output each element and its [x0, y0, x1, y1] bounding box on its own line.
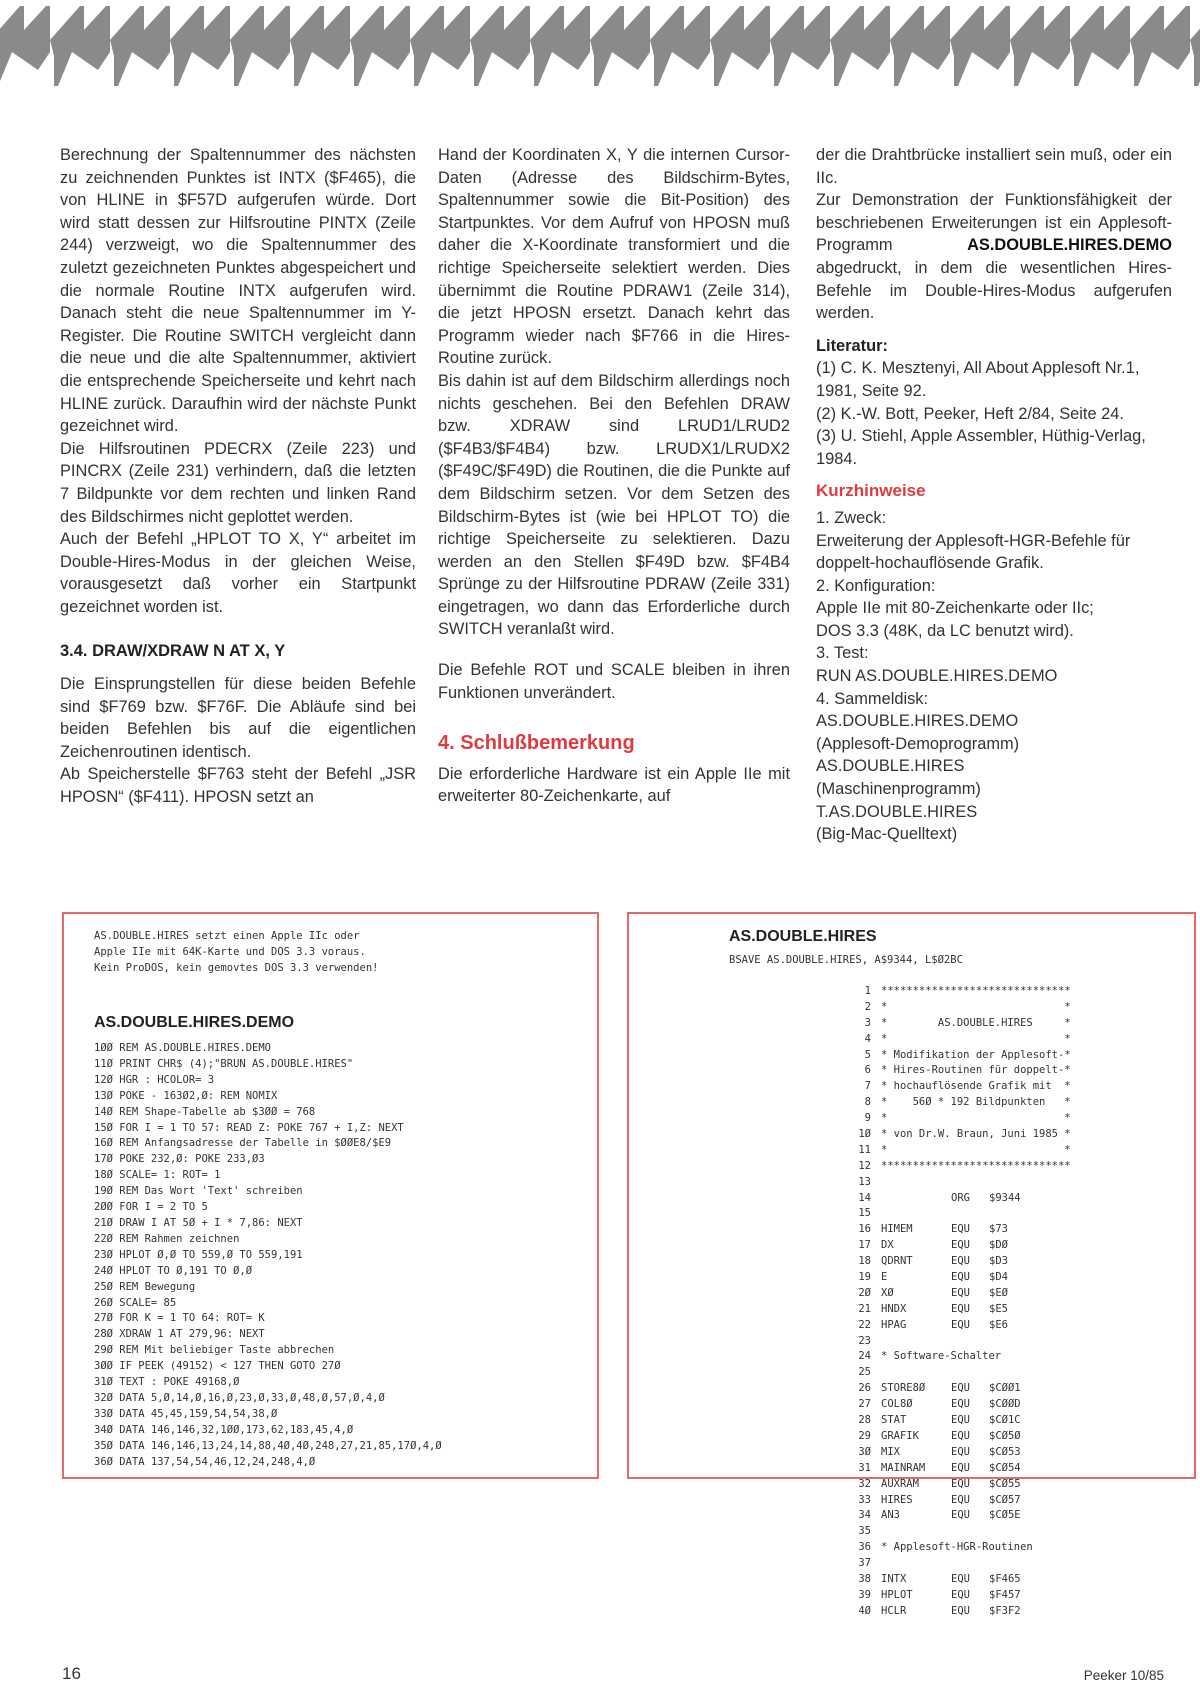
- code-operand: $DØ: [989, 1239, 1008, 1252]
- line-number: 19: [858, 1271, 871, 1284]
- code-text: * Modifikation der Applesoft-*: [881, 1048, 1071, 1061]
- code-line: [851, 1000, 1071, 1016]
- line-number: 11: [858, 1143, 871, 1156]
- paragraph: Hand der Koordinaten X, Y die internen Cursor-Daten (Adresse des Bildschirm-Bytes, Spaltennummer sowie die Bit-Position) des Startpunktes. Vor dem Aufruf von HPOSN muß daher die X-Koordinate transformiert und die richtige Speicherseite selektiert werden. Dies übernimmt die Routine PDRAW1 (Zeile 314), die jetzt HPOSN ersetzt. Danach kehrt das Programm wieder nach $F766 in die Hires-Routine zurück.: [438, 146, 790, 368]
- code-label: HCLR: [881, 1604, 907, 1617]
- paragraph: Zur Demonstration der Funktionsfähigkeit der beschriebenen Erweiterungen ist ein Applesoft-Programm AS.DOUBLE.HIRES.DEMO abgedruckt, in dem die wesentlichen Hires-Befehle im Double-Hires-Modus aufgerufen werden.: [816, 191, 1172, 323]
- header-shape: [1130, 6, 1190, 86]
- line-number: 4Ø: [858, 1604, 871, 1617]
- note-line: (Applesoft-Demoprogramm): [816, 734, 1020, 753]
- code-operand: $CØ5Ø: [989, 1429, 1021, 1442]
- header-shape: [290, 6, 350, 86]
- requirements-note: AS.DOUBLE.HIRES setzt einen Apple IIc oder Apple IIe mit 64K-Karte und DOS 3.3 voraus. Kein ProDOS, kein gemovtes DOS 3.3 verwenden!: [94, 930, 379, 974]
- assembler-listing: [851, 984, 1071, 1620]
- code-label: HIRES: [881, 1493, 913, 1506]
- code-operand: $CØ1C: [989, 1414, 1021, 1427]
- listing-box-source: [627, 912, 1196, 1617]
- page-number: 16: [62, 1664, 81, 1683]
- header-shape: [650, 6, 710, 86]
- code-opcode: EQU: [951, 1223, 970, 1236]
- line-number: 5: [864, 1048, 871, 1061]
- line-number: 1: [864, 985, 871, 997]
- note-line: Apple IIe mit 80-Zeichenkarte oder IIc;: [816, 599, 1094, 618]
- header-shape: [950, 6, 1010, 86]
- code-operand: $CØØD: [989, 1398, 1021, 1411]
- header-decoration: [0, 0, 1200, 92]
- line-number: 21: [858, 1302, 871, 1315]
- code-operand: $CØ57: [989, 1493, 1021, 1506]
- article-column-2: [438, 144, 790, 808]
- code-text: * Applesoft-HGR-Routinen: [881, 1541, 1033, 1554]
- code-opcode: EQU: [951, 1255, 970, 1268]
- code-opcode: EQU: [951, 1318, 970, 1331]
- code-line: [851, 1206, 1071, 1222]
- line-number: 8: [864, 1096, 871, 1109]
- note-line: 3. Test:: [816, 644, 869, 663]
- note-line: 4. Sammeldisk:: [816, 689, 929, 708]
- line-number: 7: [864, 1080, 871, 1093]
- code-line: [851, 1445, 1071, 1461]
- line-number: 28: [858, 1414, 871, 1427]
- line-number: 34: [858, 1509, 871, 1522]
- code-line: [851, 1111, 1071, 1127]
- header-shape: [230, 6, 290, 86]
- header-shape: [1190, 6, 1200, 86]
- line-number: 1Ø: [858, 1128, 871, 1141]
- code-label: INTX: [881, 1572, 907, 1585]
- code-line: [851, 1175, 1071, 1191]
- code-opcode: EQU: [951, 1509, 970, 1522]
- code-line: [851, 1365, 1071, 1381]
- code-text: ******************************: [881, 985, 1071, 997]
- line-number: 27: [858, 1398, 871, 1411]
- code-label: HIMEM: [881, 1223, 913, 1236]
- header-shape: [830, 6, 890, 86]
- code-operand: $CØ54: [989, 1461, 1021, 1474]
- line-number: 25: [858, 1366, 871, 1379]
- line-number: 36: [858, 1541, 871, 1554]
- code-opcode: EQU: [951, 1588, 970, 1601]
- code-text: * Software-Schalter: [881, 1350, 1002, 1363]
- article-column-3: [816, 144, 1172, 846]
- code-label: QDRNT: [881, 1255, 913, 1268]
- code-operand: $EØ: [989, 1286, 1008, 1299]
- code-line: [851, 1032, 1071, 1048]
- code-text: * von Dr.W. Braun, Juni 1985 *: [881, 1128, 1071, 1141]
- line-number: 26: [858, 1382, 871, 1395]
- literature-item: (1) C. K. Mesztenyi, All About Applesoft Nr.1, 1981, Seite 92.: [816, 359, 1140, 400]
- code-label: AN3: [881, 1509, 900, 1522]
- code-opcode: EQU: [951, 1271, 970, 1284]
- code-opcode: EQU: [951, 1239, 970, 1252]
- header-shape: [0, 6, 50, 86]
- code-line: [851, 984, 1071, 1000]
- code-text: * AS.DOUBLE.HIRES *: [881, 1016, 1071, 1029]
- listing-box-demo: [62, 912, 599, 1479]
- code-opcode: EQU: [951, 1445, 970, 1458]
- code-line: [851, 1429, 1071, 1445]
- code-text: * *: [881, 1112, 1071, 1125]
- code-operand: $CØ53: [989, 1445, 1021, 1458]
- code-line: [851, 1572, 1071, 1588]
- code-line: [851, 1048, 1071, 1064]
- line-number: 3Ø: [858, 1445, 871, 1458]
- code-line: [851, 1143, 1071, 1159]
- code-line: [851, 1270, 1071, 1286]
- line-number: 16: [858, 1223, 871, 1236]
- line-number: 31: [858, 1461, 871, 1474]
- code-operand: $D4: [989, 1271, 1008, 1284]
- line-number: 2: [864, 1000, 871, 1013]
- code-opcode: EQU: [951, 1572, 970, 1585]
- note-line: 1. Zweck:: [816, 508, 887, 527]
- line-number: 18: [858, 1255, 871, 1268]
- line-number: 6: [864, 1064, 871, 1077]
- code-operand: $E5: [989, 1302, 1008, 1315]
- code-label: MAINRAM: [881, 1461, 926, 1474]
- code-line: [851, 1508, 1071, 1524]
- note-line: RUN AS.DOUBLE.HIRES.DEMO: [816, 667, 1058, 686]
- code-label: AUXRAM: [881, 1477, 919, 1490]
- issue-label: Peeker 10/85: [1083, 1668, 1164, 1683]
- code-text: * *: [881, 1032, 1071, 1045]
- code-line: [851, 1191, 1071, 1207]
- header-shape: [710, 6, 770, 86]
- line-number: 33: [858, 1493, 871, 1506]
- code-label: HPAG: [881, 1318, 907, 1331]
- code-opcode: EQU: [951, 1286, 970, 1299]
- line-number: 17: [858, 1239, 871, 1252]
- code-line: [851, 1524, 1071, 1540]
- line-number: 2Ø: [858, 1286, 871, 1299]
- code-line: [851, 1540, 1071, 1556]
- code-line: [851, 1063, 1071, 1079]
- note-line: AS.DOUBLE.HIRES: [816, 757, 965, 776]
- code-line: [851, 1016, 1071, 1032]
- literature-item: (2) K.-W. Bott, Peeker, Heft 2/84, Seite 24.: [816, 404, 1124, 423]
- code-opcode: EQU: [951, 1382, 970, 1395]
- code-operand: $F3F2: [989, 1604, 1021, 1617]
- note-line: Erweiterung der Applesoft-HGR-Befehle für doppelt-hochauflösende Grafik.: [816, 531, 1131, 573]
- line-number: 15: [858, 1207, 871, 1220]
- code-line: [851, 1318, 1071, 1334]
- header-shape: [890, 6, 950, 86]
- note-line: (Big-Mac-Quelltext): [816, 825, 958, 844]
- code-opcode: EQU: [951, 1493, 970, 1506]
- code-label: GRAFIK: [881, 1429, 919, 1442]
- basic-listing: 1ØØ REM AS.DOUBLE.HIRES.DEMO 11Ø PRINT CHR$ (4);"BRUN AS.DOUBLE.HIRES" 12Ø HGR : HCOLOR= 3 13Ø POKE - 163Ø2,Ø: REM NOMIX 14Ø REM Shape-Tabelle ab $3ØØ = 768 15Ø FOR I = 1 TO 57: READ Z: POKE 767 + I,Z: NEXT 16Ø REM Anfangsadresse der Tabelle in $ØØE8/$E9 17Ø POKE 232,Ø: POKE 233,Ø3 18Ø SCALE= 1: ROT= 1 19Ø REM Das Wort 'Text' schreiben 2ØØ FOR I = 2 TO 5 21Ø DRAW I AT 5Ø + I * 7,86: NEXT 22Ø REM Rahmen zeichnen 23Ø HPLOT Ø,Ø TO 559,Ø TO 559,191 24Ø HPLOT TO Ø,191 TO Ø,Ø 25Ø REM Bewegung 26Ø SCALE= 85 27Ø FOR K = 1 TO 64: ROT= K 28Ø XDRAW 1 AT 279,96: NEXT 29Ø REM Mit beliebiger Taste abbrechen 3ØØ IF PEEK (49152) < 127 THEN GOTO 27Ø 31Ø TEXT : POKE 49168,Ø 32Ø DATA 5,Ø,14,Ø,16,Ø,23,Ø,33,Ø,48,Ø,57,Ø,4,Ø 33Ø DATA 45,45,159,54,54,38,Ø 34Ø DATA 146,146,32,1ØØ,173,62,183,45,4,Ø 35Ø DATA 146,146,13,24,14,88,4Ø,4Ø,248,27,21,85,17Ø,4,Ø 36Ø DATA 137,54,54,46,12,24,248,4,Ø: [94, 1042, 442, 1468]
- code-opcode: EQU: [951, 1429, 970, 1442]
- note-line: (Maschinenprogramm): [816, 780, 981, 799]
- header-shape: [410, 6, 470, 86]
- header-shape: [590, 6, 650, 86]
- header-shape: [50, 6, 110, 86]
- header-shape: [530, 6, 590, 86]
- code-operand: $CØ5E: [989, 1509, 1021, 1522]
- literature-heading: Literatur:: [816, 336, 888, 355]
- code-line: [851, 1286, 1071, 1302]
- code-line: [851, 1349, 1071, 1365]
- code-opcode: ORG: [951, 1191, 970, 1204]
- code-opcode: EQU: [951, 1414, 970, 1427]
- code-label: STORE8Ø: [881, 1382, 926, 1395]
- code-label: XØ: [881, 1286, 894, 1299]
- paragraph: Die Befehle ROT und SCALE bleiben in ihren Funktionen unverändert.: [438, 661, 790, 702]
- bsave-line: BSAVE AS.DOUBLE.HIRES, A$9344, L$Ø2BC: [729, 954, 963, 966]
- code-label: STAT: [881, 1414, 907, 1427]
- paragraph: Die Einsprungstellen für diese beiden Befehle sind $F769 bzw. $F76F. Die Abläufe sind bei beiden Befehlen bis auf die eigentlichen Zeichenroutinen identisch.: [60, 675, 416, 761]
- header-shape: [770, 6, 830, 86]
- code-line: [851, 1095, 1071, 1111]
- section-heading: 4. Schlußbemerkung: [438, 732, 635, 755]
- code-line: [851, 1254, 1071, 1270]
- code-line: [851, 1413, 1071, 1429]
- header-shape: [1070, 6, 1130, 86]
- header-shape: [350, 6, 410, 86]
- paragraph: der die Drahtbrücke installiert sein muß, oder ein IIc.: [816, 146, 1172, 187]
- code-opcode: EQU: [951, 1604, 970, 1617]
- code-text: * 56Ø * 192 Bildpunkten *: [881, 1096, 1071, 1109]
- code-line: [851, 1238, 1071, 1254]
- code-line: [851, 1556, 1071, 1572]
- code-operand: $F465: [989, 1572, 1021, 1585]
- line-number: 12: [858, 1159, 871, 1172]
- code-label: E: [881, 1271, 888, 1284]
- code-line: [851, 1381, 1071, 1397]
- line-number: 14: [858, 1191, 871, 1204]
- code-line: [851, 1159, 1071, 1175]
- code-label: MIX: [881, 1445, 900, 1458]
- listing-title: AS.DOUBLE.HIRES.DEMO: [94, 1014, 295, 1031]
- code-operand: $CØØ1: [989, 1382, 1021, 1395]
- line-number: 22: [858, 1318, 871, 1331]
- code-text: ******************************: [881, 1159, 1071, 1172]
- code-label: DX: [881, 1239, 894, 1252]
- line-number: 23: [858, 1334, 871, 1347]
- note-line: 2. Konfiguration:: [816, 576, 936, 595]
- code-line: [851, 1079, 1071, 1095]
- code-line: [851, 1493, 1071, 1509]
- code-operand: $D3: [989, 1255, 1008, 1268]
- line-number: 39: [858, 1588, 871, 1601]
- line-number: 38: [858, 1572, 871, 1585]
- article-column-1: [60, 144, 416, 809]
- code-operand: $73: [989, 1223, 1008, 1236]
- note-line: T.AS.DOUBLE.HIRES: [816, 802, 978, 821]
- line-number: 32: [858, 1477, 871, 1490]
- code-line: [851, 1222, 1071, 1238]
- code-line: [851, 1604, 1071, 1620]
- code-line: [851, 1477, 1071, 1493]
- paragraph: Ab Speicherstelle $F763 steht der Befehl „JSR HPOSN“ ($F411). HPOSN setzt an: [60, 765, 416, 807]
- code-opcode: EQU: [951, 1461, 970, 1474]
- paragraph: Die Hilfsroutinen PDECRX (Zeile 223) und PINCRX (Zeile 231) verhindern, daß die letzten 7 Bildpunkte vor dem rechten und linken Rand des Bildschirmes nicht geplottet werden.: [60, 439, 416, 526]
- code-label: HPLOT: [881, 1588, 913, 1601]
- code-line: [851, 1302, 1071, 1318]
- code-label: COL8Ø: [881, 1398, 913, 1411]
- code-line: [851, 1461, 1071, 1477]
- code-operand: $F457: [989, 1588, 1021, 1601]
- code-opcode: EQU: [951, 1398, 970, 1411]
- line-number: 13: [858, 1175, 871, 1188]
- header-shape: [1010, 6, 1070, 86]
- paragraph: Die erforderliche Hardware ist ein Apple IIe mit erweiterter 80-Zeichenkarte, auf: [438, 764, 790, 806]
- literature-item: (3) U. Stiehl, Apple Assembler, Hüthig-Verlag, 1984.: [816, 427, 1146, 468]
- line-number: 4: [864, 1032, 871, 1045]
- section-heading: 3.4. DRAW/XDRAW N AT X, Y: [60, 642, 286, 661]
- code-operand: $9344: [989, 1191, 1021, 1204]
- code-text: * hochauflösende Grafik mit *: [881, 1080, 1071, 1093]
- program-name: AS.DOUBLE.HIRES.DEMO: [967, 236, 1172, 255]
- code-text: * *: [881, 1143, 1071, 1156]
- note-line: DOS 3.3 (48K, da LC benutzt wird).: [816, 621, 1074, 640]
- line-number: 3: [864, 1016, 871, 1029]
- paragraph: Bis dahin ist auf dem Bildschirm allerdings noch nichts geschehen. Bei den Befehlen DRAW bzw. XDRAW sind LRUD1/LRUD2 ($F4B3/$F4B4) bzw. LRUDX1/LRUDX2 ($F49C/$F49D) die Routinen, die die Punkte auf dem Bildschirm setzen. Vor dem Setzen des Bildschirm-Bytes ist (wie bei HPLOT TO) die richtige Speicherseite zu selektieren. Dazu werden an den Stellen $F49D bzw. $F4B4 Sprünge zu der Hilfsroutine PDRAW (Zeile 331) eingetragen, wo dann das Erforderliche durch SWITCH veranlaßt wird.: [438, 371, 790, 639]
- line-number: 37: [858, 1557, 871, 1570]
- code-opcode: EQU: [951, 1477, 970, 1490]
- header-shape: [110, 6, 170, 86]
- line-number: 9: [864, 1112, 871, 1125]
- code-line: [851, 1588, 1071, 1604]
- code-opcode: EQU: [951, 1302, 970, 1315]
- code-line: [851, 1397, 1071, 1413]
- code-label: HNDX: [881, 1302, 907, 1315]
- listing-title: AS.DOUBLE.HIRES: [729, 928, 877, 945]
- code-text: * *: [881, 1000, 1071, 1013]
- code-operand: $E6: [989, 1318, 1008, 1331]
- line-number: 24: [858, 1350, 871, 1363]
- note-line: AS.DOUBLE.HIRES.DEMO: [816, 712, 1019, 731]
- paragraph: Berechnung der Spaltennummer des nächsten zu zeichnenden Punktes ist INTX ($F465), die von HLINE in $F57D aufgerufen würde. Dort wird statt dessen zur Hilfsroutine PINTX (Zeile 244) verzweigt, wo die Spaltennummer des zuletzt gezeichneten Punktes abgespeichert und die normale Routine INTX aufgerufen wird. Danach steht die neue Spaltennummer im Y-Register. Die Routine SWITCH vergleicht dann die neue und die alte Spaltennummer, aktiviert die entsprechende Speicherseite und kehrt nach HLINE zurück. Daraufhin wird der nächste Punkt gezeichnet wird.: [60, 146, 416, 436]
- code-text: * Hires-Routinen für doppelt-*: [881, 1064, 1071, 1077]
- line-number: 29: [858, 1429, 871, 1442]
- code-operand: $CØ55: [989, 1477, 1021, 1490]
- header-shape: [170, 6, 230, 86]
- header-shape: [470, 6, 530, 86]
- paragraph: Auch der Befehl „HPLOT TO X, Y“ arbeitet im Double-Hires-Modus in der gleichen Weise, vorausgesetzt daß vorher ein Startpunkt gezeichnet worden ist.: [60, 530, 416, 616]
- line-number: 35: [858, 1525, 871, 1538]
- code-label: [881, 1191, 951, 1207]
- code-line: [851, 1334, 1071, 1350]
- short-notes-heading: Kurzhinweise: [816, 481, 926, 501]
- code-line: [851, 1127, 1071, 1143]
- header-band-graphic: [0, 0, 1200, 92]
